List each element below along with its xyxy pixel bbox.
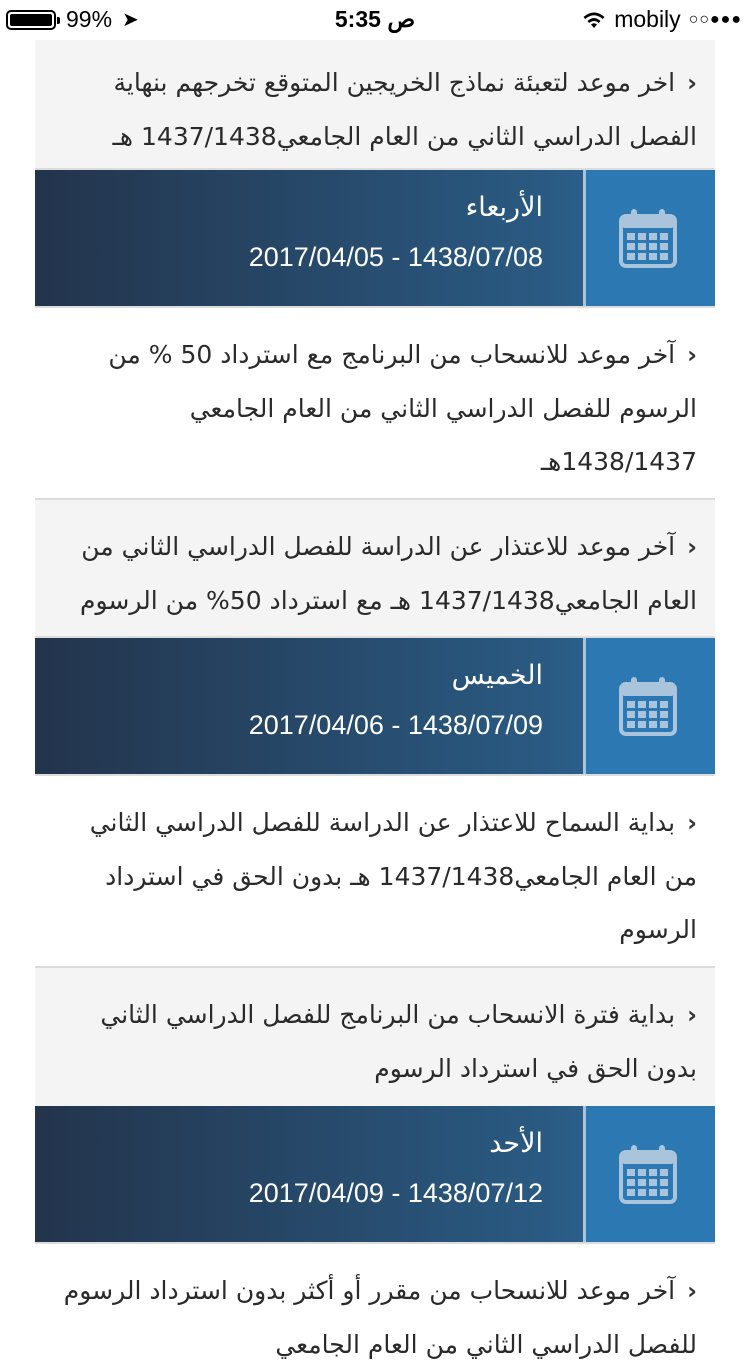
status-bar [0,0,750,40]
location-arrow-icon: ➤ [122,9,139,31]
date-range: 2017/04/06 - 1438/07/09 [248,710,543,740]
calendar-icon-box [583,170,715,306]
calendar-icon-box [583,1106,715,1242]
signal-strength-icon: ○○●●● [688,10,742,28]
event-text: آخر موعد للاعتذار عن الدراسة للفصل الدراسي الثاني من العام الجامعي1437/1438 هـ مع استرداد 50% من الرسوم [80,532,697,615]
calendar-icon [619,208,677,268]
event-row[interactable] [35,968,715,1108]
chevron-left-icon: ‹ [687,809,697,837]
event-row[interactable] [35,40,715,170]
event-text: بداية فترة الانسحاب من البرنامج للفصل الدراسي الثاني بدون الحق في استرداد الرسوم [100,1000,697,1083]
event-text: اخر موعد لتعبئة نماذج الخريجين المتوقع تخرجهم بنهاية الفصل الدراسي الثاني من العام الجامعي1437/1438 هـ [112,68,697,151]
calendar-icon [619,676,677,736]
chevron-left-icon: ‹ [687,69,697,97]
chevron-left-icon: ‹ [687,1001,697,1029]
calendar-icon-box [583,638,715,774]
event-text: بداية السماح للاعتذار عن الدراسة للفصل الدراسي الثاني من العام الجامعي1437/1438 هـ بدون الحق في استرداد الرسوم [89,808,697,944]
chevron-left-icon: ‹ [687,341,697,369]
clock-suffix: ص [387,6,416,32]
battery-percent: 99% [66,6,113,32]
day-name: الأربعاء [465,192,543,223]
event-text: آخر موعد للانسحاب من البرنامج مع استرداد 50 % من الرسوم للفصل الدراسي الثاني من العام الجامعي 1438/1437هـ [108,340,697,476]
event-row[interactable] [35,308,715,500]
date-header [35,638,715,776]
clock-time: 5:35 [334,6,381,32]
date-range: 2017/04/05 - 1438/07/08 [248,242,543,272]
carrier-name: mobily [614,6,681,32]
event-row[interactable] [35,776,715,968]
calendar-icon [619,1144,677,1204]
event-row[interactable] [35,500,715,638]
event-row[interactable] [35,1244,715,1359]
date-header [35,1106,715,1244]
date-range: 2017/04/09 - 1438/07/12 [248,1178,543,1208]
day-name: الأحد [489,1128,543,1159]
chevron-left-icon: ‹ [687,533,697,561]
date-header [35,170,715,308]
day-name: الخميس [451,660,543,691]
event-text: آخر موعد للانسحاب من مقرر أو أكثر بدون استرداد الرسوم للفصل الدراسي الثاني من العام الجامعي [63,1276,697,1359]
wifi-icon [582,11,606,29]
chevron-left-icon: ‹ [687,1277,697,1305]
